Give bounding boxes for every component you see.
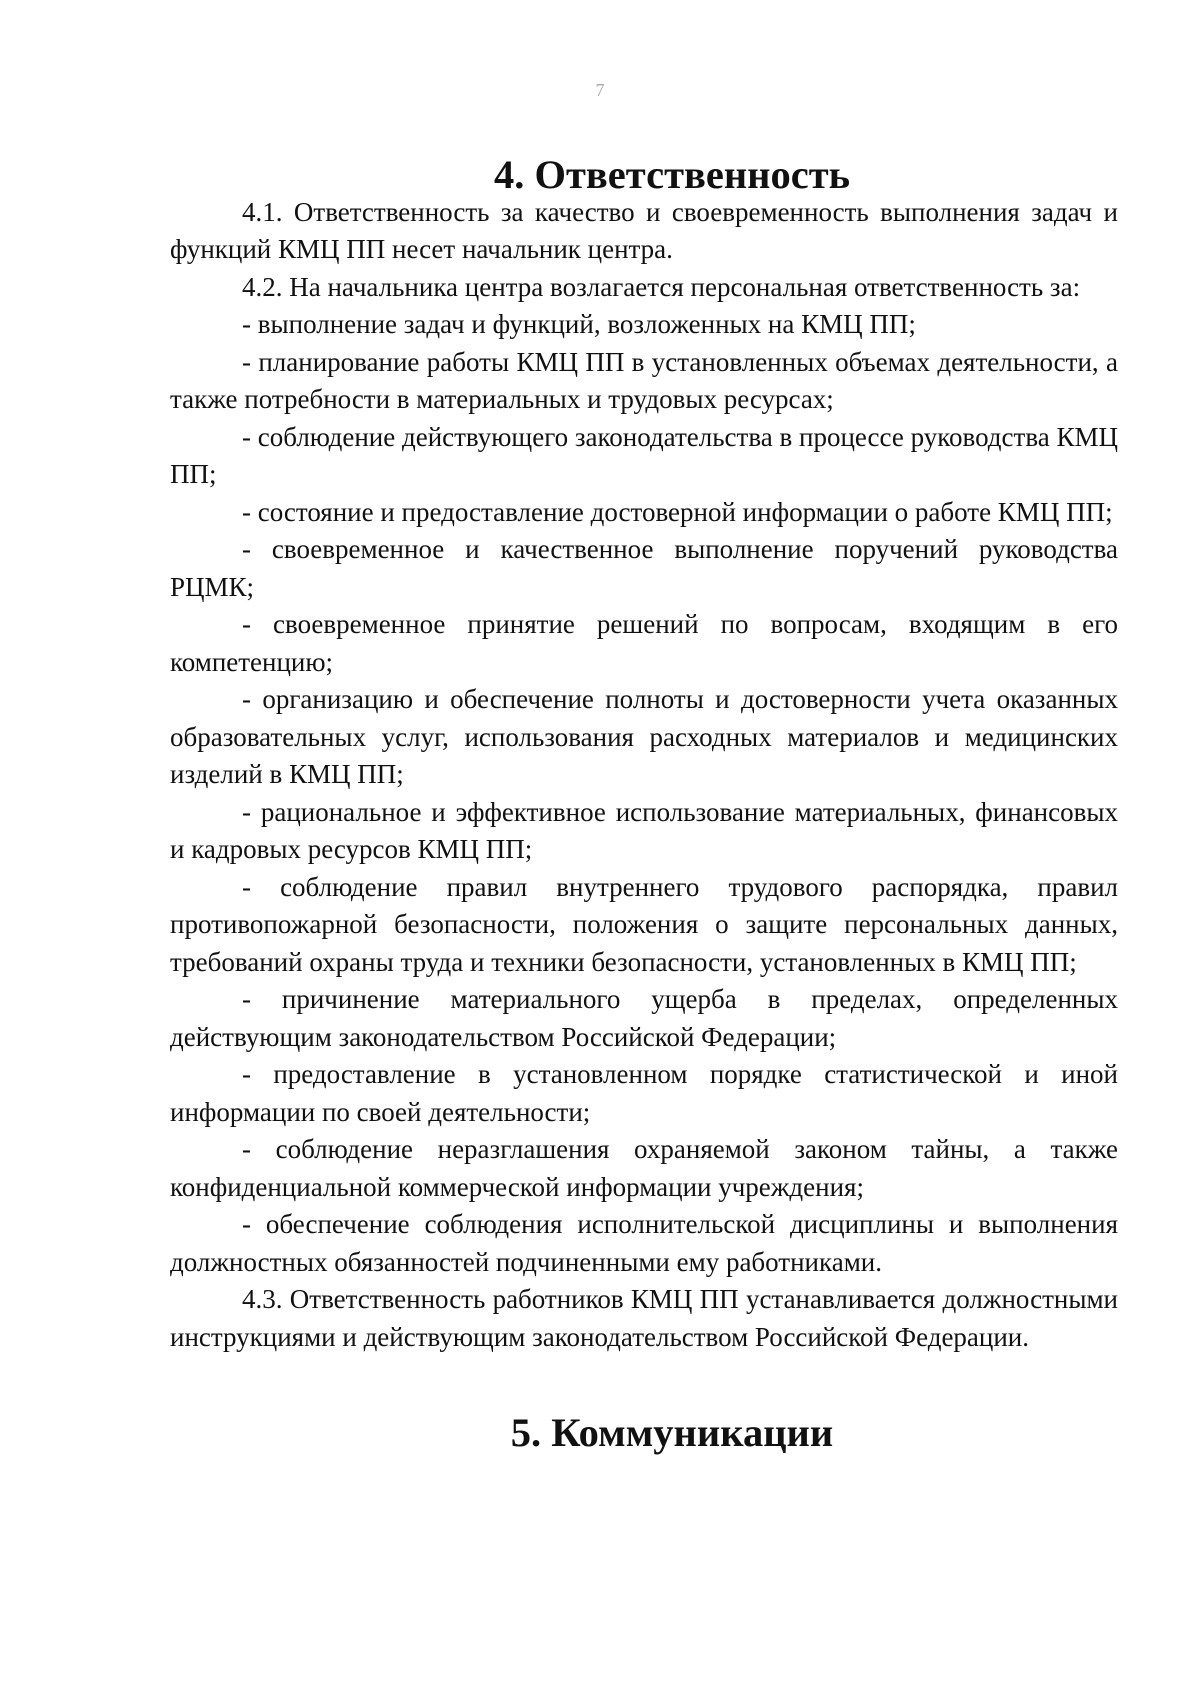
paragraph-4-3: 4.3. Ответственность работников КМЦ ПП устанавливается должностными инструкциями и действующим законодательством Российской Федерации.: [170, 1284, 1118, 1352]
list-item: - соблюдение правил внутреннего трудового распорядка, правил противопожарной безопасности, положения о защите персональных данных, требований охраны труда и техники безопасности, установленных в КМЦ ПП;: [170, 871, 1118, 977]
section-gap: [170, 1356, 1118, 1414]
list-item: - выполнение задач и функций, возложенных на КМЦ ПП;: [242, 309, 916, 339]
list-item: - соблюдение действующего законодательства в процессе руководства КМЦ ПП;: [170, 421, 1118, 489]
list-item: - предоставление в установленном порядке статистической и иной информации по своей деятельности;: [170, 1059, 1118, 1127]
document-body: [170, 152, 1118, 1455]
paragraph-4-2: 4.2. На начальника центра возлагается персональная ответственность за:: [242, 271, 1081, 302]
list-item: - своевременное и качественное выполнение поручений руководства РЦМК;: [170, 534, 1118, 602]
list-item: - причинение материального ущерба в пределах, определенных действующим законодательством Российской Федерации;: [170, 984, 1118, 1052]
list-item: - планирование работы КМЦ ПП в установленных объемах деятельности, а также потребности в материальных и трудовых ресурсах;: [170, 346, 1118, 414]
list-item: - обеспечение соблюдения исполнительской дисциплины и выполнения должностных обязанностей подчиненными ему работниками.: [170, 1209, 1118, 1277]
paragraph-4-1: 4.1. Ответственность за качество и своевременность выполнения задач и функций КМЦ ПП несет начальник центра.: [170, 196, 1118, 264]
section-4-heading: 4. Ответственность: [493, 152, 851, 197]
list-item: - рациональное и эффективное использование материальных, финансовых и кадровых ресурсов КМЦ ПП;: [170, 796, 1118, 864]
list-item: - соблюдение неразглашения охраняемой законом тайны, а также конфиденциальной коммерческой информации учреждения;: [170, 1134, 1118, 1202]
list-item: - организацию и обеспечение полноты и достоверности учета оказанных образовательных услуг, использования расходных материалов и медицинских изделий в КМЦ ПП;: [170, 684, 1118, 789]
section-5-heading: 5. Коммуникации: [510, 1410, 834, 1455]
list-item: - своевременное принятие решений по вопросам, входящим в его компетенцию;: [170, 609, 1118, 677]
page-number: 7: [595, 80, 605, 100]
list-item: - состояние и предоставление достоверной информации о работе КМЦ ПП;: [242, 496, 1113, 527]
